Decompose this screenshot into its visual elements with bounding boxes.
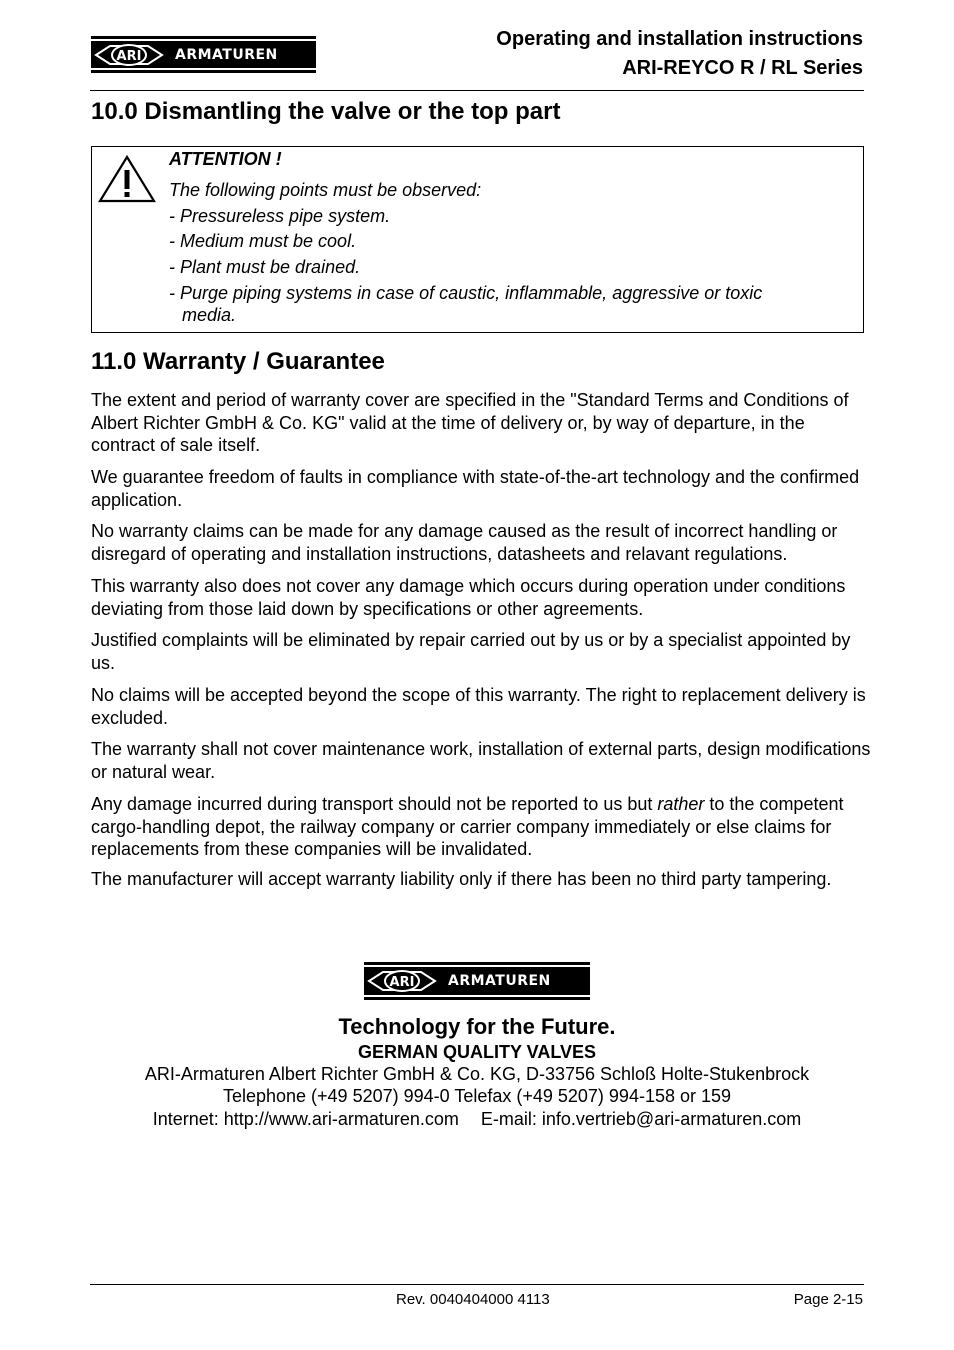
warranty-paragraph: No warranty claims can be made for any damage caused as the result of incorrect handling or disregard of operating and installation instructions, datasheets and relavant regulations. <box>91 521 838 564</box>
warranty-paragraph <box>91 793 871 861</box>
footer-divider <box>90 1284 864 1285</box>
quality-slogan: GERMAN QUALITY VALVES <box>357 1042 597 1062</box>
ari-armaturen-logo <box>364 962 590 1000</box>
attention-item: - Medium must be cool. <box>169 231 357 251</box>
contact-line <box>0 1108 954 1130</box>
warranty-paragraph: The manufacturer will accept warranty liability only if there has been no third party tampering. <box>91 869 832 889</box>
attention-item: - Pressureless pipe system. <box>169 206 391 226</box>
website-link[interactable]: Internet: http://www.ari-armaturen.com <box>152 1109 459 1129</box>
attention-item-continuation: media. <box>182 305 237 325</box>
ari-emblem-icon <box>364 962 440 1000</box>
document-title: Operating and installation instructions <box>496 28 863 50</box>
company-address: ARI-Armaturen Albert Richter GmbH & Co. KG, D-33756 Schloß Holte-Stukenbrock <box>144 1064 810 1084</box>
tagline: Technology for the Future. <box>338 1014 616 1039</box>
phone-fax: Telephone (+49 5207) 994-0 Telefax (+49 5207) 994-158 or 159 <box>222 1086 732 1106</box>
attention-item: - Purge piping systems in case of caustic, inflammable, aggressive or toxic <box>169 283 763 303</box>
logo-wordmark: ARMATUREN <box>448 973 551 989</box>
page-number: Page 2-15 <box>793 1291 863 1308</box>
svg-text:ARI: ARI <box>389 975 415 990</box>
ari-emblem-icon <box>91 36 167 73</box>
warranty-paragraph: We guarantee freedom of faults in compliance with state-of-the-art technology and the confirmed application. <box>91 467 860 510</box>
warranty-paragraph: This warranty also does not cover any damage which occurs during operation under conditions deviating from those laid down by specifications or other agreements. <box>91 576 846 619</box>
warranty-paragraph: Justified complaints will be eliminated by repair carried out by us or by a specialist appointed by us. <box>91 630 851 673</box>
svg-text:ARI: ARI <box>116 48 142 64</box>
attention-title: ATTENTION ! <box>169 149 282 169</box>
paragraph-text: Any damage incurred during transport should not be reported to us but <box>91 794 658 814</box>
warning-triangle-icon <box>98 155 156 203</box>
warranty-paragraph: The extent and period of warranty cover are specified in the "Standard Terms and Conditions of Albert Richter GmbH & Co. KG" valid at the time of delivery or, by way of departure, in the contract of sale itself. <box>91 390 849 455</box>
product-series: ARI-REYCO R / RL Series <box>622 57 863 79</box>
email-link[interactable]: E-mail: info.vertrieb@ari-armaturen.com <box>480 1109 802 1129</box>
attention-intro: The following points must be observed: <box>169 180 482 200</box>
ari-armaturen-logo <box>91 36 316 73</box>
warranty-paragraph: No claims will be accepted beyond the scope of this warranty. The right to replacement delivery is excluded. <box>91 685 866 728</box>
attention-box <box>91 146 864 333</box>
header-divider <box>90 90 864 91</box>
attention-item: - Plant must be drained. <box>169 257 361 277</box>
warranty-paragraph: The warranty shall not cover maintenance work, installation of external parts, design modifications or natural wear. <box>91 739 871 782</box>
logo-wordmark: ARMATUREN <box>175 46 278 63</box>
paragraph-text: to the competent cargo-handling depot, the railway company or carrier company immediately or else claims for replacements from these companies will be invalidated. <box>91 794 844 859</box>
section-10-heading: 10.0 Dismantling the valve or the top part <box>91 98 561 125</box>
section-11-heading: 11.0 Warranty / Guarantee <box>91 348 385 375</box>
emphasis-text: rather <box>657 794 705 814</box>
revision-number: Rev. 0040404000 4113 <box>396 1291 550 1308</box>
